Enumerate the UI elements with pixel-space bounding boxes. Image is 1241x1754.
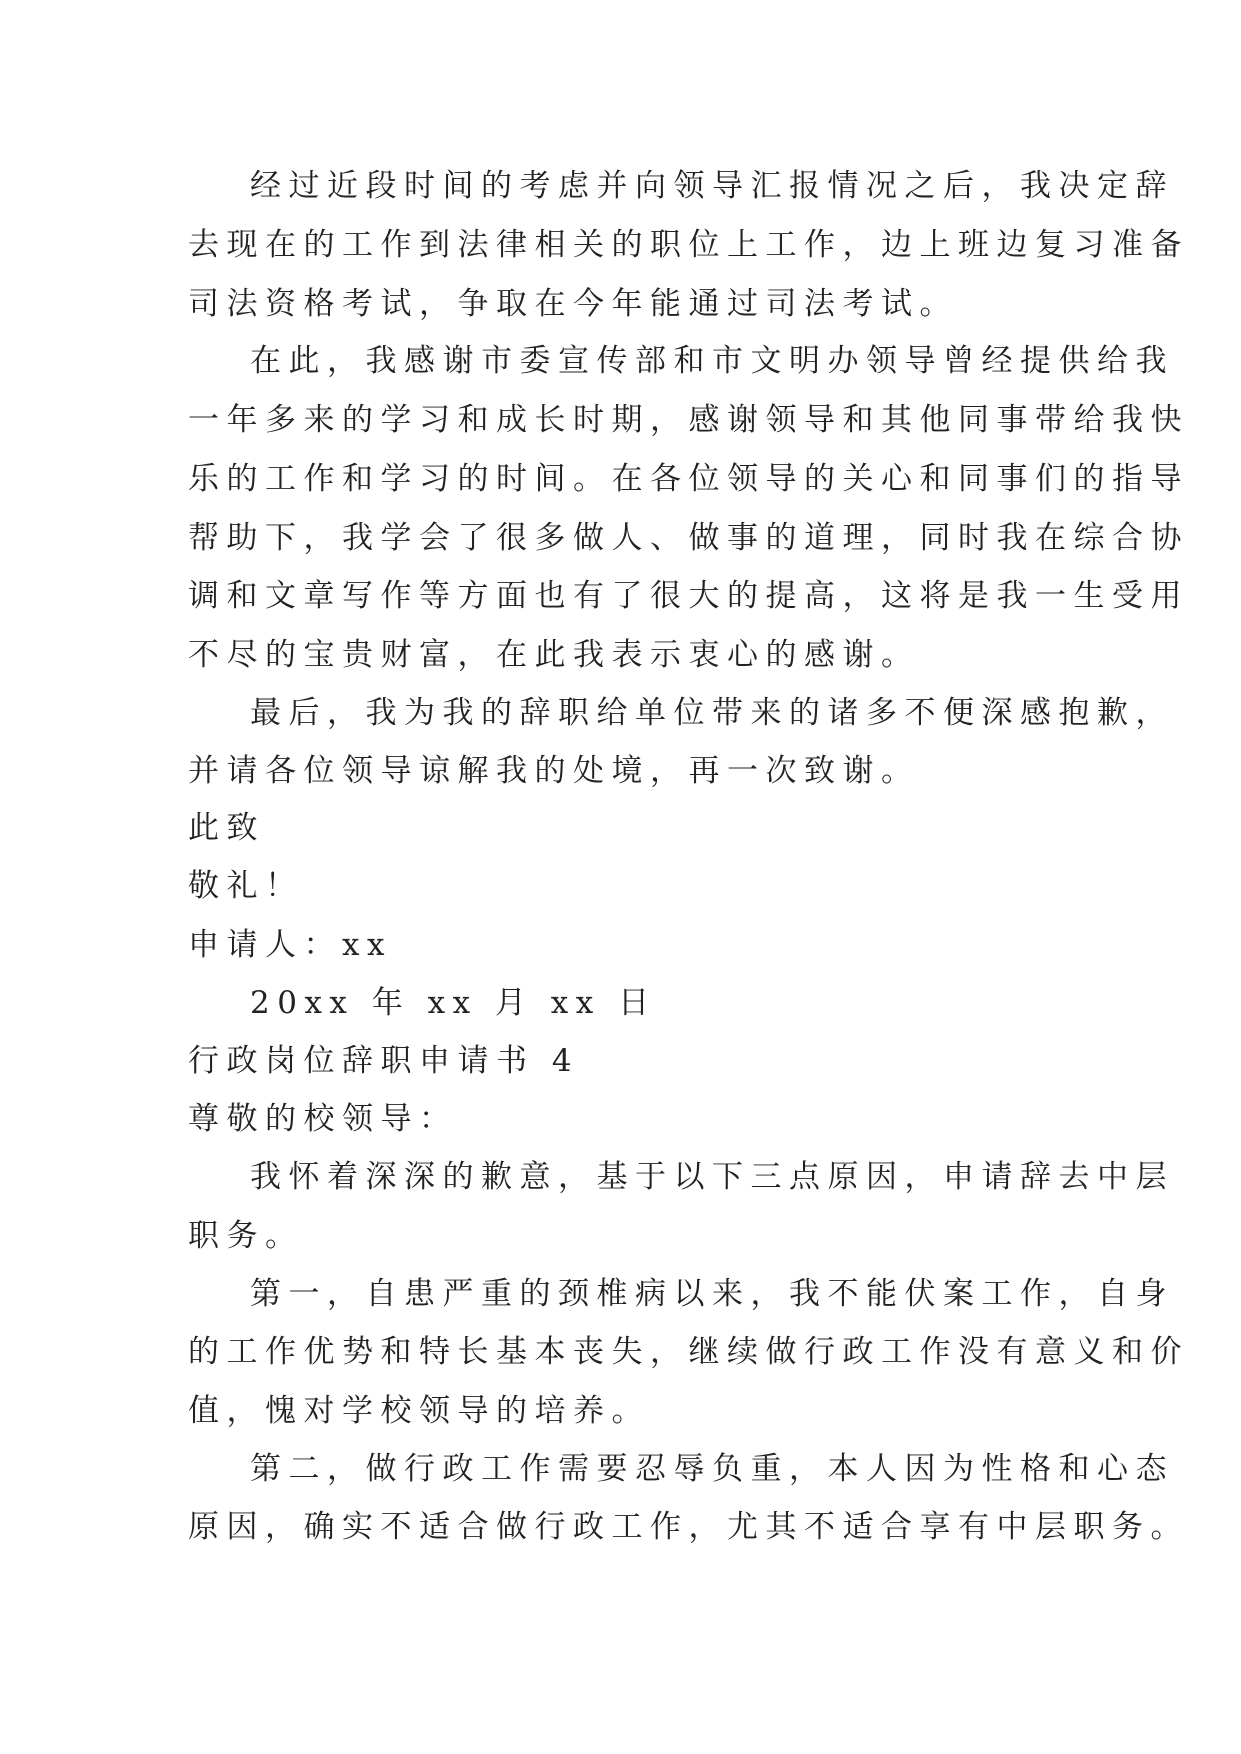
paragraph-line: 乐的工作和学习的时间。在各位领导的关心和同事们的指导 xyxy=(188,461,1189,497)
paragraph-line: 第一，自患严重的颈椎病以来，我不能伏案工作，自身 xyxy=(250,1276,1174,1312)
paragraph-line: 原因，确实不适合做行政工作，尤其不适合享有中层职务。 xyxy=(188,1509,1189,1545)
applicant-line: 申请人：xx xyxy=(188,927,392,963)
paragraph-line: 我怀着深深的歉意，基于以下三点原因，申请辞去中层 xyxy=(250,1159,1174,1195)
section-title: 行政岗位辞职申请书 4 xyxy=(188,1043,580,1079)
paragraph-line: 的工作优势和特长基本丧失，继续做行政工作没有意义和价 xyxy=(188,1334,1189,1370)
paragraph-line: 调和文章写作等方面也有了很大的提高，这将是我一生受用 xyxy=(188,578,1189,614)
closing-line: 敬礼！ xyxy=(188,868,304,904)
paragraph-line: 帮助下，我学会了很多做人、做事的道理，同时我在综合协 xyxy=(188,520,1189,556)
paragraph-line: 经过近段时间的考虑并向领导汇报情况之后，我决定辞 xyxy=(250,168,1174,204)
paragraph-line: 并请各位领导谅解我的处境，再一次致谢。 xyxy=(188,753,920,789)
paragraph-line: 去现在的工作到法律相关的职位上工作，边上班边复习准备 xyxy=(188,227,1189,263)
paragraph-line: 职务。 xyxy=(188,1218,304,1254)
paragraph-line: 第二，做行政工作需要忍辱负重，本人因为性格和心态 xyxy=(250,1451,1174,1487)
paragraph-line: 一年多来的学习和成长时期，感谢领导和其他同事带给我快 xyxy=(188,402,1189,438)
date-line: 20xx 年 xx 月 xx 日 xyxy=(250,985,657,1021)
paragraph-line: 司法资格考试，争取在今年能通过司法考试。 xyxy=(188,286,958,322)
closing-line: 此致 xyxy=(188,810,265,846)
paragraph-line: 在此，我感谢市委宣传部和市文明办领导曾经提供给我 xyxy=(250,343,1174,379)
paragraph-line: 值，愧对学校领导的培养。 xyxy=(188,1393,650,1429)
salutation-line: 尊敬的校领导： xyxy=(188,1101,458,1137)
paragraph-line: 不尽的宝贵财富，在此我表示衷心的感谢。 xyxy=(188,637,920,673)
paragraph-line: 最后，我为我的辞职给单位带来的诸多不便深感抱歉， xyxy=(250,695,1174,731)
